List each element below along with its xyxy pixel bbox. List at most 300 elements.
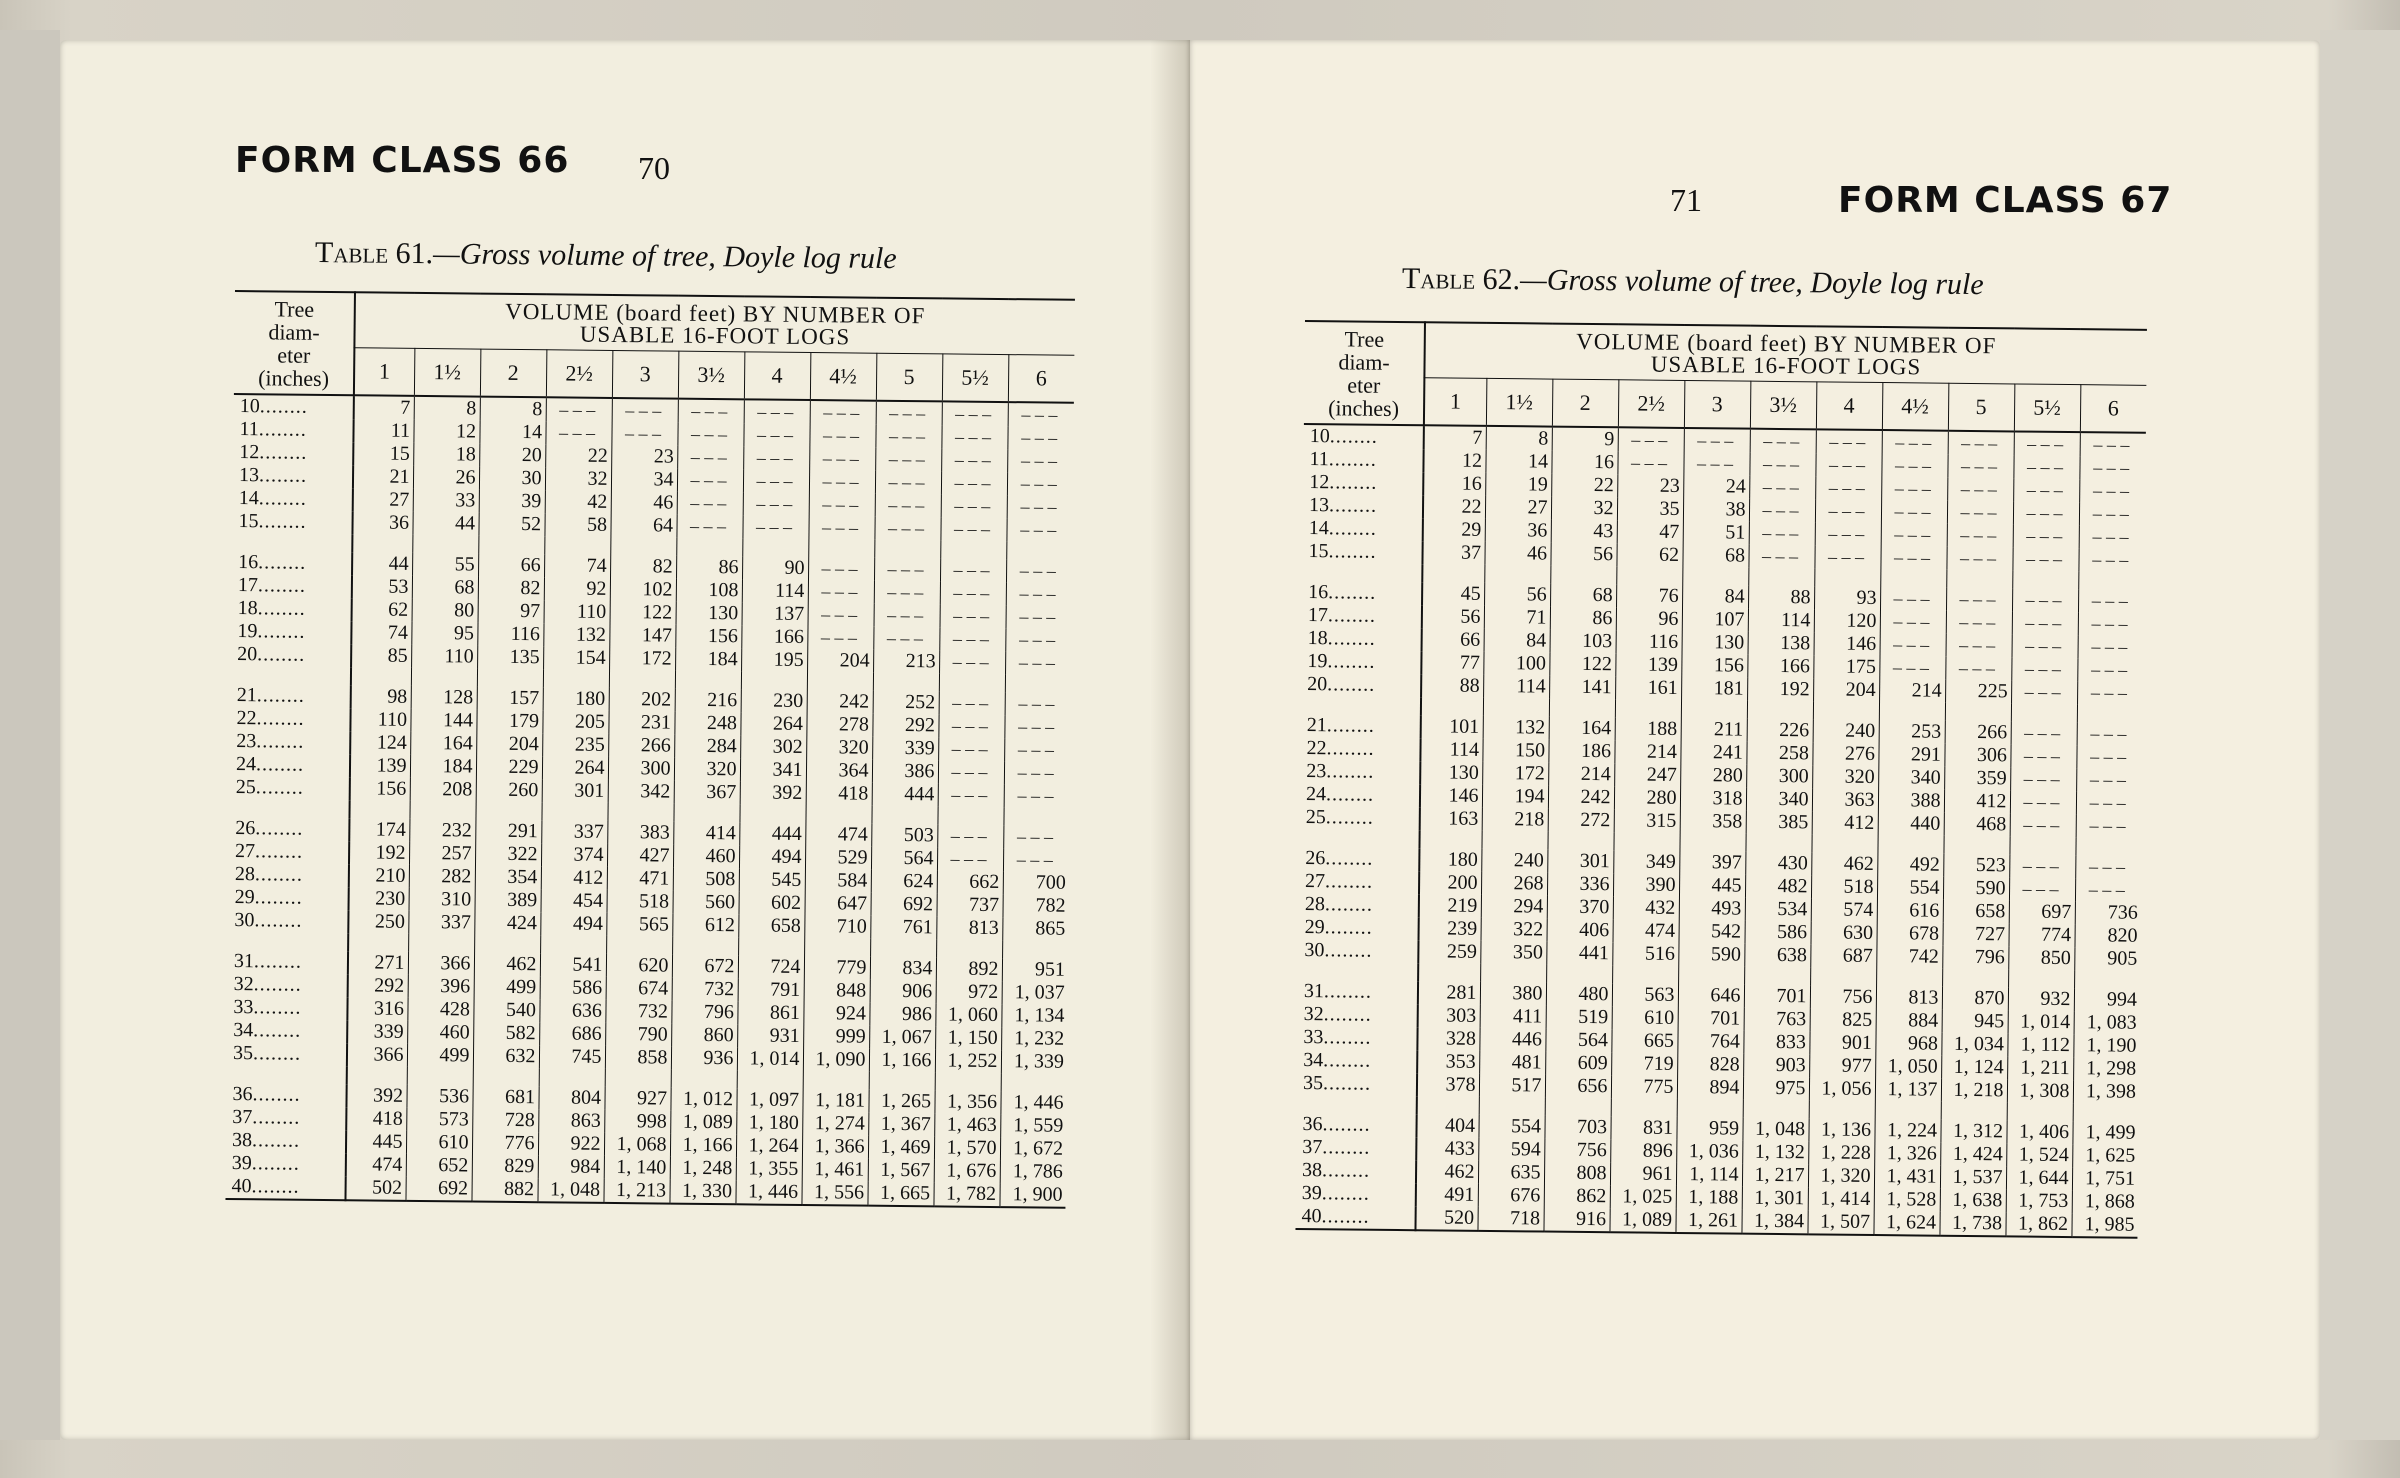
- spacer-cell: [803, 1071, 869, 1090]
- volume-cell: 1, 624: [1873, 1211, 1939, 1236]
- empty-cell: ‒ ‒ ‒: [938, 783, 1004, 807]
- volume-cell: 1, 308: [2007, 1079, 2073, 1103]
- leader-dots: ........: [251, 1129, 301, 1152]
- empty-cell: ‒ ‒ ‒: [2013, 524, 2079, 548]
- volume-cell: 860: [671, 1024, 737, 1048]
- volume-cell: 1, 298: [2086, 1057, 2137, 1080]
- volume-cell: 662: [937, 870, 1003, 894]
- volume-cell: 493: [1679, 897, 1745, 921]
- volume-cell: 258: [1746, 742, 1812, 766]
- diameter-value: 17: [1307, 604, 1329, 627]
- empty-cell: ‒ ‒ ‒: [1019, 583, 1056, 604]
- volume-cell: 110: [411, 645, 477, 669]
- diameter-cell: [227, 996, 347, 1020]
- volume-cell: 56: [1422, 605, 1484, 629]
- leader-dots: ........: [1322, 1136, 1371, 1159]
- volume-cell: 1, 644: [2006, 1166, 2072, 1190]
- log-count-header: 5: [1948, 383, 2014, 431]
- spacer-cell: [2009, 836, 2075, 855]
- volume-cell: 292: [348, 974, 408, 998]
- volume-cell: 1, 248: [670, 1157, 736, 1181]
- diameter-value: 12: [1309, 471, 1330, 494]
- diameter-cell: [231, 620, 351, 644]
- spacer-cell: [348, 933, 408, 952]
- diameter-value: 26: [235, 817, 256, 840]
- volume-cell: 610: [406, 1131, 472, 1155]
- spacer-cell: [1810, 967, 1876, 986]
- volume-cell: 52: [478, 513, 544, 537]
- volume-table: [225, 290, 1074, 1209]
- volume-cell: 1, 384: [1741, 1210, 1807, 1235]
- volume-cell: 204: [807, 649, 873, 673]
- volume-cell: 1, 320: [1808, 1164, 1874, 1188]
- diameter-cell: [1299, 870, 1419, 894]
- empty-cell: ‒ ‒ ‒: [1945, 657, 2011, 681]
- volume-cell: 1, 424: [1940, 1143, 2006, 1167]
- log-count-header: 1½: [414, 348, 480, 396]
- volume-cell: 658: [1943, 900, 2009, 924]
- volume-cell: 1, 090: [803, 1048, 869, 1072]
- volume-cell: 896: [1610, 1139, 1676, 1163]
- volume-cell: 204: [1813, 678, 1879, 702]
- volume-cell: 397: [1679, 851, 1745, 875]
- volume-cell: 340: [1878, 766, 1944, 790]
- volume-cell: 412: [1944, 790, 2010, 814]
- volume-cell: 77: [1421, 651, 1483, 675]
- leader-dots: ........: [258, 551, 307, 574]
- volume-cell: 590: [1678, 943, 1744, 967]
- volume-cell: 1, 089: [670, 1111, 736, 1135]
- empty-cell: ‒ ‒ ‒: [1815, 522, 1881, 546]
- log-count-header: 2½: [1618, 380, 1684, 428]
- volume-cell: 1, 037: [1014, 981, 1065, 1004]
- volume-cell: 961: [1610, 1162, 1676, 1186]
- volume-cell: 565: [606, 913, 672, 937]
- volume-cell: 64: [610, 514, 676, 538]
- leader-dots: ........: [256, 730, 305, 753]
- leader-dots: ........: [1329, 471, 1378, 494]
- diameter-cell: [1298, 939, 1418, 963]
- diameter-header-line: Tree: [274, 295, 315, 322]
- spacer-cell: [477, 669, 543, 688]
- spacer-cell: [874, 540, 940, 559]
- leader-dots: ........: [253, 950, 303, 973]
- spacer-cell: [610, 537, 676, 556]
- volume-cell: 128: [411, 686, 477, 710]
- empty-cell: ‒ ‒ ‒: [2092, 549, 2129, 570]
- volume-cell: 392: [740, 781, 806, 805]
- volume-cell: 248: [674, 712, 740, 736]
- diameter-cell: [229, 817, 349, 841]
- leader-dots: ........: [1327, 673, 1376, 696]
- spacer-cell: [232, 533, 352, 552]
- volume-cell: 674: [606, 977, 672, 1001]
- spacer-cell: [1678, 966, 1744, 985]
- empty-cell: ‒ ‒ ‒: [874, 517, 940, 541]
- volume-cell: 74: [351, 621, 411, 645]
- volume-cell: 8: [480, 397, 546, 422]
- spacer-cell: [1613, 832, 1679, 851]
- diameter-value: 38: [1301, 1159, 1323, 1182]
- volume-cell: 138: [1748, 632, 1814, 656]
- empty-cell: ‒ ‒ ‒: [875, 471, 941, 495]
- volume-cell: 14: [479, 421, 545, 445]
- diameter-value: 24: [1305, 783, 1327, 806]
- spacer-cell: [1003, 807, 1069, 826]
- volume-cell: 231: [608, 711, 674, 735]
- leader-dots: ........: [252, 1083, 301, 1106]
- volume-cell: 1, 265: [868, 1090, 934, 1114]
- spacer-cell: [1611, 1098, 1677, 1117]
- spacer-cell: [1547, 832, 1613, 851]
- volume-cell: 132: [543, 623, 609, 647]
- empty-cell: ‒ ‒ ‒: [1815, 499, 1881, 523]
- volume-cell: 1, 188: [1676, 1186, 1742, 1210]
- log-count-header: 2: [1552, 379, 1618, 427]
- volume-cell: 828: [1677, 1053, 1743, 1077]
- empty-cell: ‒ ‒ ‒: [677, 423, 743, 447]
- volume-cell: 7: [354, 395, 414, 420]
- volume-cell: 444: [872, 783, 938, 807]
- volume-cell: 205: [542, 710, 608, 734]
- volume-cell: 454: [541, 889, 607, 913]
- volume-cell: 1, 665: [867, 1182, 933, 1207]
- volume-cell: 1, 366: [802, 1135, 868, 1159]
- diameter-cell: [1302, 627, 1422, 651]
- diameter-value: 32: [1303, 1003, 1324, 1026]
- volume-cell: 520: [1415, 1206, 1477, 1231]
- leader-dots: ........: [1324, 916, 1373, 939]
- volume-cell: 672: [672, 955, 738, 979]
- leader-dots: ........: [255, 840, 304, 863]
- diameter-cell: [1298, 980, 1418, 1004]
- volume-cell: 300: [608, 757, 674, 781]
- empty-cell: ‒ ‒ ‒: [2012, 588, 2078, 612]
- diameter-header-line: diam-: [268, 318, 320, 345]
- empty-cell: ‒ ‒ ‒: [1946, 611, 2012, 635]
- diameter-value: 39: [1301, 1182, 1322, 1205]
- empty-cell: ‒ ‒ ‒: [875, 425, 941, 449]
- volume-cell: 370: [1547, 896, 1613, 920]
- volume-cell: 30: [479, 467, 545, 491]
- spacer-cell: [1417, 1096, 1479, 1115]
- spacer-cell: [1005, 674, 1071, 693]
- volume-cell: 894: [1677, 1076, 1743, 1100]
- empty-cell: ‒ ‒ ‒: [938, 760, 1004, 784]
- spacer-cell: [1479, 1097, 1545, 1116]
- spacer-cell: [676, 538, 742, 557]
- volume-cell: 865: [1035, 917, 1066, 940]
- empty-cell: ‒ ‒ ‒: [1882, 430, 1948, 455]
- table-number: Table 62.: [1401, 262, 1521, 297]
- volume-cell: 68: [1550, 584, 1616, 608]
- spacer-cell: [939, 673, 1005, 692]
- volume-cell: 665: [1611, 1029, 1677, 1053]
- log-count-header: 3½: [678, 351, 744, 399]
- empty-cell: ‒ ‒ ‒: [1880, 546, 1946, 570]
- diameter-value: 20: [1307, 673, 1328, 696]
- spacer-cell: [871, 806, 937, 825]
- spacer-cell: [411, 668, 477, 687]
- volume-cell: 499: [474, 976, 540, 1000]
- volume-cell: 540: [473, 999, 539, 1023]
- empty-cell: ‒ ‒ ‒: [2009, 854, 2075, 878]
- volume-cell: 21: [353, 465, 413, 489]
- diameter-cell: [1304, 424, 1424, 449]
- log-count-header: 3: [1684, 380, 1750, 428]
- volume-cell: 681: [472, 1086, 538, 1110]
- empty-cell: ‒ ‒ ‒: [1019, 606, 1056, 627]
- spacer-cell: [1549, 699, 1615, 718]
- volume-cell: 831: [1610, 1116, 1676, 1140]
- empty-cell: ‒ ‒ ‒: [2092, 526, 2129, 547]
- leader-dots: ........: [253, 1019, 302, 1042]
- diameter-header: [234, 291, 355, 395]
- volume-cell: 782: [1035, 894, 1066, 917]
- diameter-cell: [233, 441, 353, 465]
- volume-cell: 396: [408, 975, 474, 999]
- volume-cell: 791: [738, 978, 804, 1002]
- log-count-header: 6: [1008, 355, 1074, 403]
- diameter-value: 25: [1305, 806, 1326, 829]
- volume-cell: 339: [872, 737, 938, 761]
- spacer-cell: [352, 534, 412, 553]
- volume-cell: 460: [407, 1021, 473, 1045]
- volume-cell: 652: [406, 1154, 472, 1178]
- leader-dots: ........: [253, 973, 302, 996]
- empty-cell: ‒ ‒ ‒: [1020, 519, 1057, 540]
- volume-cell: 22: [545, 444, 611, 468]
- empty-cell: ‒ ‒ ‒: [1019, 560, 1056, 581]
- volume-cell: 610: [1612, 1006, 1678, 1030]
- log-count-header: 3½: [1750, 381, 1816, 429]
- empty-cell: ‒ ‒ ‒: [808, 557, 874, 581]
- volume-cell: 901: [1809, 1031, 1875, 1055]
- volume-cell: 44: [412, 512, 478, 536]
- volume-cell: 320: [674, 758, 740, 782]
- leader-dots: ........: [1323, 1049, 1372, 1072]
- volume-cell: 211: [1681, 718, 1747, 742]
- empty-cell: ‒ ‒ ‒: [2088, 879, 2125, 900]
- spacer-cell: [1681, 700, 1747, 719]
- volume-cell: 27: [353, 488, 413, 512]
- volume-cell: 230: [349, 887, 409, 911]
- volume-cell: 154: [543, 646, 609, 670]
- leader-dots: ........: [257, 643, 306, 666]
- spacer-cell: [1616, 566, 1682, 585]
- volume-cell: 825: [1810, 1008, 1876, 1032]
- volume-cell: 542: [1678, 920, 1744, 944]
- volume-cell: 703: [1544, 1116, 1610, 1140]
- volume-header: [354, 292, 1075, 355]
- diameter-value: 34: [1303, 1049, 1324, 1072]
- volume-cell: 737: [936, 893, 1002, 917]
- volume-cell: 272: [1548, 809, 1614, 833]
- diameter-cell: [228, 909, 348, 933]
- leader-dots: ........: [1324, 939, 1373, 962]
- volume-cell: 103: [1550, 630, 1616, 654]
- empty-cell: ‒ ‒ ‒: [938, 737, 1004, 761]
- volume-cell: 700: [1035, 871, 1066, 894]
- volume-cell: 719: [1611, 1052, 1677, 1076]
- spacer-cell: [1679, 833, 1745, 852]
- leader-dots: ........: [255, 776, 304, 799]
- right-page: [1190, 40, 2320, 1440]
- empty-cell: ‒ ‒ ‒: [2091, 636, 2128, 657]
- diameter-value: 36: [232, 1083, 253, 1106]
- volume-cell: 834: [870, 957, 936, 981]
- volume-cell: 692: [870, 893, 936, 917]
- volume-cell: 732: [605, 1000, 671, 1024]
- volume-cell: 590: [1943, 877, 2009, 901]
- diameter-value: 14: [238, 487, 259, 510]
- diameter-cell: [1301, 714, 1421, 738]
- volume-cell: 1, 014: [737, 1047, 803, 1071]
- volume-cell: 388: [1878, 789, 1944, 813]
- volume-cell: 202: [609, 688, 675, 712]
- volume-cell: 93: [1814, 586, 1880, 610]
- volume-cell: 306: [1944, 744, 2010, 768]
- volume-cell: 166: [1747, 655, 1813, 679]
- table-title: [315, 236, 897, 276]
- leader-dots: ........: [258, 464, 308, 487]
- volume-cell: 492: [1877, 853, 1943, 877]
- volume-cell: 282: [409, 865, 475, 889]
- volume-cell: 1, 261: [1675, 1209, 1741, 1234]
- volume-table-grid: [225, 290, 1074, 1209]
- volume-cell: 257: [409, 842, 475, 866]
- volume-cell: 656: [1545, 1075, 1611, 1099]
- diameter-value: 26: [1305, 847, 1326, 870]
- empty-cell: ‒ ‒ ‒: [1880, 587, 1946, 611]
- volume-cell: 47: [1617, 520, 1683, 544]
- volume-cell: 602: [738, 891, 804, 915]
- volume-cell: 790: [605, 1023, 671, 1047]
- empty-cell: ‒ ‒ ‒: [1017, 762, 1054, 783]
- log-count-header: 2: [480, 349, 546, 397]
- volume-cell: 80: [412, 599, 478, 623]
- volume-cell: 1, 048: [1742, 1118, 1808, 1142]
- empty-cell: ‒ ‒ ‒: [1017, 785, 1054, 806]
- volume-cell: 318: [1680, 787, 1746, 811]
- diameter-value: 20: [237, 643, 258, 666]
- diameter-cell: [226, 1152, 346, 1176]
- volume-cell: 90: [742, 556, 808, 580]
- volume-cell: 9: [1552, 427, 1618, 452]
- diameter-value: 13: [238, 464, 260, 487]
- volume-cell: 281: [1418, 981, 1480, 1005]
- diameter-value: 19: [237, 620, 258, 643]
- leader-dots: ........: [1328, 448, 1377, 471]
- volume-cell: 1, 136: [1808, 1118, 1874, 1142]
- volume-cell: 218: [1482, 808, 1548, 832]
- spacer-cell: [2075, 837, 2141, 856]
- volume-cell: 383: [607, 821, 673, 845]
- book-cover-edge-right: [2320, 30, 2400, 1440]
- volume-cell: 157: [477, 687, 543, 711]
- diameter-value: 33: [233, 996, 254, 1019]
- diameter-value: 27: [1305, 870, 1326, 893]
- diameter-cell: [1297, 1049, 1417, 1073]
- page-number: 71: [1670, 182, 1702, 218]
- volume-cell: 1, 083: [2086, 1011, 2137, 1034]
- volume-cell: 336: [1547, 873, 1613, 897]
- diameter-value: 37: [232, 1106, 253, 1129]
- diameter-cell: [229, 863, 349, 887]
- volume-cell: 471: [607, 867, 673, 891]
- volume-cell: 1, 367: [868, 1113, 934, 1137]
- volume-cell: 460: [673, 845, 739, 869]
- spacer-cell: [807, 672, 873, 691]
- volume-cell: 756: [1544, 1139, 1610, 1163]
- volume-cell: 1, 252: [935, 1049, 1001, 1073]
- volume-cell: 392: [346, 1084, 406, 1108]
- volume-cell: 523: [1943, 854, 2009, 878]
- volume-cell: 280: [1680, 764, 1746, 788]
- spacer-cell: [1550, 566, 1616, 585]
- volume-cell: 82: [478, 577, 544, 601]
- volume-cell: 240: [1813, 719, 1879, 743]
- empty-cell: ‒ ‒ ‒: [2091, 613, 2128, 634]
- diameter-value: 17: [237, 574, 259, 597]
- diameter-cell: [1301, 673, 1421, 697]
- volume-cell: 1, 900: [999, 1183, 1065, 1208]
- spacer-cell: [741, 671, 807, 690]
- diameter-value: 13: [1308, 494, 1330, 517]
- spacer-cell: [409, 801, 475, 820]
- volume-cell: 554: [1877, 876, 1943, 900]
- log-count-header: 5: [876, 353, 942, 401]
- volume-cell: 972: [936, 980, 1002, 1004]
- diameter-value: 16: [238, 551, 259, 574]
- leader-dots: ........: [254, 886, 303, 909]
- volume-cell: 135: [477, 646, 543, 670]
- volume-cell: 24: [1683, 475, 1749, 499]
- empty-cell: ‒ ‒ ‒: [2013, 478, 2079, 502]
- volume-cell: 1, 312: [1940, 1120, 2006, 1144]
- volume-cell: 192: [1747, 678, 1813, 702]
- volume-cell: 156: [675, 625, 741, 649]
- volume-cell: 1, 463: [934, 1113, 1000, 1137]
- volume-cell: 1, 114: [1676, 1163, 1742, 1187]
- volume-cell: 499: [407, 1044, 473, 1068]
- volume-cell: 906: [870, 980, 936, 1004]
- spacer-cell: [1748, 568, 1814, 587]
- diameter-value: 10: [239, 395, 260, 418]
- empty-cell: ‒ ‒ ‒: [938, 714, 1004, 738]
- spacer-cell: [1747, 701, 1813, 720]
- spacer-cell: [2012, 570, 2078, 589]
- volume-cell: 108: [676, 579, 742, 603]
- volume-cell: 147: [609, 624, 675, 648]
- diameter-cell: [1295, 1205, 1415, 1230]
- volume-cell: 646: [1678, 984, 1744, 1008]
- log-count-header: 4½: [810, 353, 876, 401]
- empty-cell: ‒ ‒ ‒: [809, 493, 875, 517]
- volume-cell: 916: [1543, 1208, 1609, 1233]
- volume-cell: 139: [1615, 653, 1681, 677]
- leader-dots: ........: [1323, 1003, 1372, 1026]
- spacer-cell: [1418, 963, 1480, 982]
- volume-cell: 480: [1546, 983, 1612, 1007]
- volume-cell: 1, 446: [1013, 1091, 1064, 1114]
- spacer-cell: [1298, 962, 1418, 981]
- empty-cell: ‒ ‒ ‒: [874, 558, 940, 582]
- volume-cell: 66: [478, 554, 544, 578]
- volume-cell: 462: [1416, 1160, 1478, 1184]
- volume-cell: 46: [611, 491, 677, 515]
- volume-cell: 38: [1683, 498, 1749, 522]
